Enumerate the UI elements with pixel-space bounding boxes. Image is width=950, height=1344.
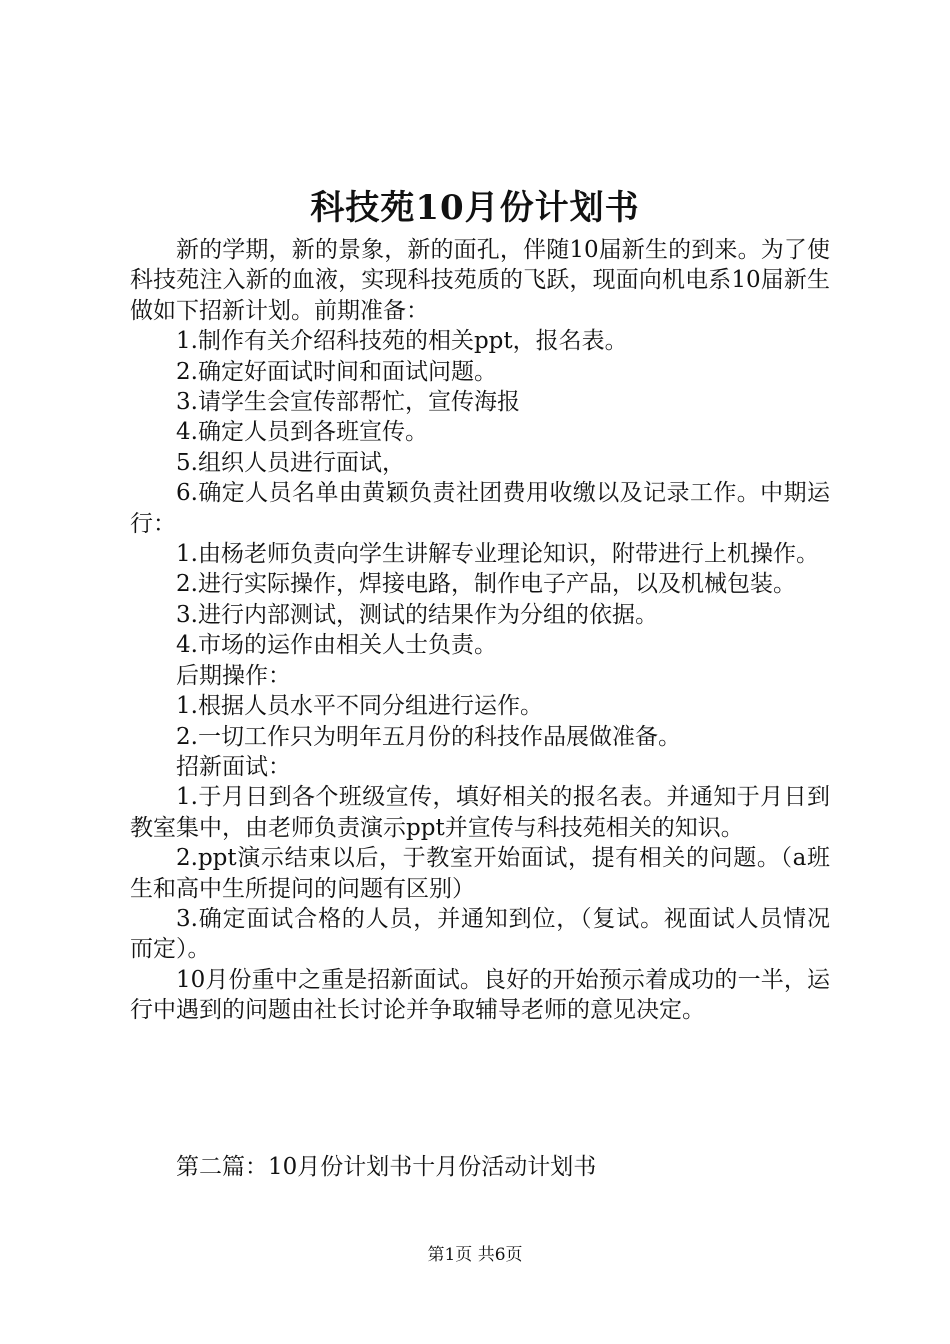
- paragraph: 3.进行内部测试，测试的结果作为分组的依据。: [176, 601, 658, 628]
- document-body: [130, 235, 830, 1026]
- part-two-heading: 第二篇：10月份计划书十月份活动计划书: [176, 1154, 597, 1180]
- paragraph: 4.市场的运作由相关人士负责。: [176, 632, 497, 659]
- paragraph: 2.ppt演示结束以后，于教室开始面试，提有相关的问题。（a班生和高中生所提问的问题有区别）: [130, 845, 830, 902]
- paragraph: 新的学期，新的景象，新的面孔，伴随10届新生的到来。为了使科技苑注入新的血液，实现科技苑质的飞跃，现面向机电系10届新生做如下招新计划。前期准备：: [130, 237, 830, 324]
- paragraph: 3.请学生会宣传部帮忙，宣传海报: [176, 389, 520, 416]
- paragraph: 2.一切工作只为明年五月份的科技作品展做准备。: [176, 723, 681, 750]
- section-heading: 后期操作：: [176, 662, 291, 689]
- paragraph: 1.于月日到各个班级宣传，填好相关的报名表。并通知于月日到教室集中，由老师负责演示ppt并宣传与科技苑相关的知识。: [130, 784, 830, 841]
- paragraph: 1.由杨老师负责向学生讲解专业理论知识，附带进行上机操作。: [176, 541, 819, 568]
- document-title: 科技苑10月份计划书: [310, 188, 640, 228]
- paragraph: 6.确定人员名单由黄颖负责社团费用收缴以及记录工作。中期运行：: [130, 480, 830, 537]
- paragraph: 1.根据人员水平不同分组进行运作。: [176, 693, 543, 720]
- section-heading: 招新面试：: [176, 753, 291, 780]
- paragraph: 2.确定好面试时间和面试问题。: [176, 358, 497, 385]
- paragraph: 5.组织人员进行面试，: [176, 449, 405, 476]
- paragraph: 4.确定人员到各班宣传。: [176, 419, 428, 446]
- page-indicator: 第1页 共6页: [427, 1245, 523, 1265]
- paragraph: 2.进行实际操作，焊接电路，制作电子产品，以及机械包装。: [176, 571, 796, 598]
- paragraph: 1.制作有关介绍科技苑的相关ppt，报名表。: [176, 328, 628, 355]
- paragraph: 3.确定面试合格的人员，并通知到位，（复试。视面试人员情况而定）。: [130, 905, 830, 963]
- paragraph: 10月份重中之重是招新面试。良好的开始预示着成功的一半，运行中遇到的问题由社长讨论并争取辅导老师的意见决定。: [130, 966, 830, 1024]
